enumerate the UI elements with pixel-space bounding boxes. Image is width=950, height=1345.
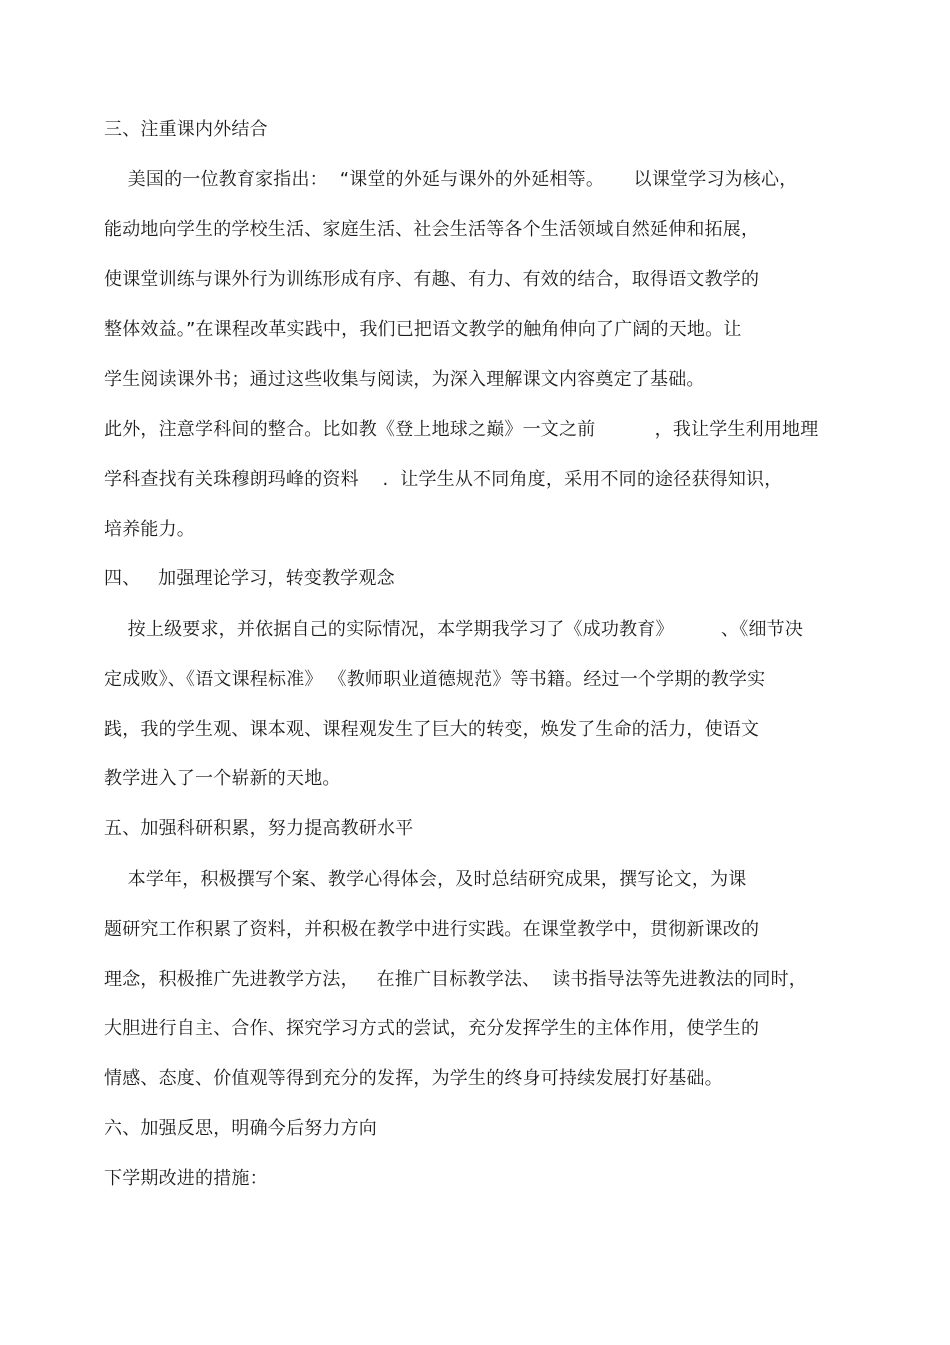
paragraph-line: 下学期改进的措施：	[104, 1168, 268, 1189]
paragraph-line: 践，我的学生观、课本观、课程观发生了巨大的转变，焕发了生命的活力，使语文	[104, 719, 760, 740]
paragraph-line: 理念，积极推广先进教学方法， 在推广目标教学法、 读书指导法等先进教法的同时，	[104, 969, 808, 990]
paragraph-line: 情感、态度、价值观等得到充分的发挥，为学生的终身可持续发展打好基础。	[104, 1068, 723, 1089]
paragraph-line: 按上级要求，并依据自己的实际情况，本学期我学习了《成功教育》 、《细节决	[104, 619, 804, 640]
paragraph-line: 培养能力。	[104, 519, 195, 540]
section-heading-3: 三、注重课内外结合	[104, 119, 268, 140]
paragraph-line: 整体效益。”在课程改革实践中，我们已把语文教学的触角伸向了广阔的天地。让	[104, 319, 742, 340]
paragraph-line: 本学年，积极撰写个案、教学心得体会，及时总结研究成果，撰写论文，为课	[104, 869, 747, 890]
section-heading-5: 五、加强科研积累，努力提高教研水平	[104, 818, 414, 839]
paragraph-line: 大胆进行自主、合作、探究学习方式的尝试，充分发挥学生的主体作用，使学生的	[104, 1018, 760, 1039]
paragraph-line: 教学进入了一个崭新的天地。	[104, 768, 341, 789]
paragraph-line: 此外，注意学科间的整合。比如教《登上地球之巅》一文之前 ，我让学生利用地理	[104, 419, 819, 440]
paragraph-line: 使课堂训练与课外行为训练形成有序、有趣、有力、有效的结合，取得语文教学的	[104, 269, 760, 290]
paragraph-line: 题研究工作积累了资料，并积极在教学中进行实践。在课堂教学中，贯彻新课改的	[104, 919, 760, 940]
section-heading-6: 六、加强反思，明确今后努力方向	[104, 1118, 377, 1139]
paragraph-line: 学生阅读课外书；通过这些收集与阅读，为深入理解课文内容奠定了基础。	[104, 369, 705, 390]
paragraph-line: 美国的一位教育家指出： “课堂的外延与课外的外延相等。 以课堂学习为核心，	[104, 169, 798, 190]
paragraph-line: 定成败》、《语文课程标准》 《教师职业道德规范》等书籍。经过一个学期的教学实	[104, 669, 766, 690]
section-heading-4: 四、 加强理论学习，转变教学观念	[104, 568, 395, 589]
paragraph-line: 能动地向学生的学校生活、家庭生活、社会生活等各个生活领域自然延伸和拓展，	[104, 219, 760, 240]
paragraph-line: 学科查找有关珠穆朗玛峰的资料 . 让学生从不同角度，采用不同的途径获得知识，	[104, 469, 783, 490]
